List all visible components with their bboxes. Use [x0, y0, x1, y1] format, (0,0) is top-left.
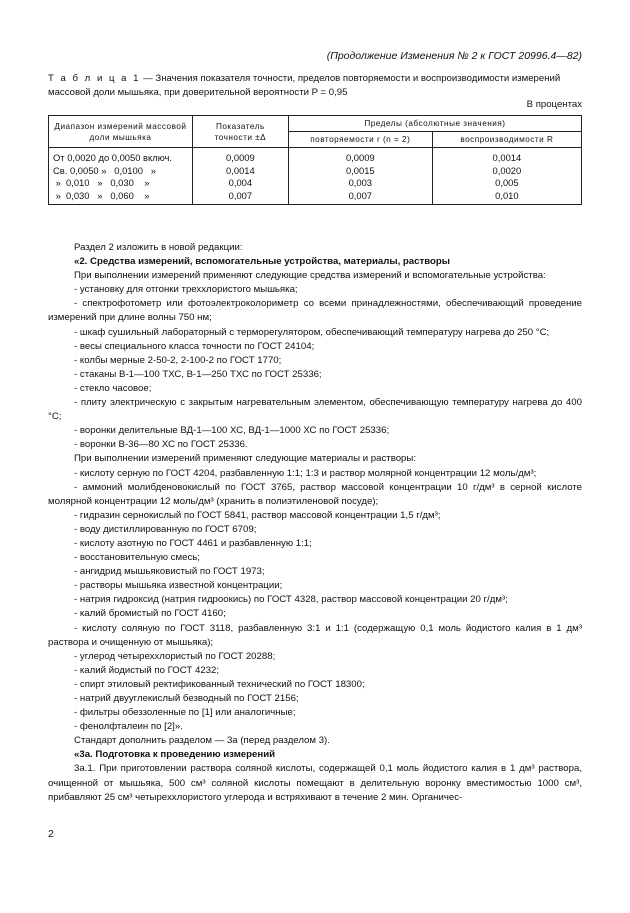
- paragraph: При выполнении измерений применяют следующие материалы и растворы:: [74, 453, 416, 465]
- cell-range: Св. 0,0050 » 0,0100 »: [49, 165, 193, 178]
- paragraph: - восстановительную смесь;: [74, 552, 200, 564]
- table-row: [49, 148, 582, 165]
- paragraph: - установку для отгонки треххлористого мышьяка;: [74, 284, 298, 296]
- table-row: [49, 177, 582, 190]
- paragraph: - фенолфталеин по [2]».: [74, 721, 183, 733]
- cell-range: » 0,030 » 0,060 »: [49, 190, 193, 205]
- cell-repeatability: 0,0015: [288, 165, 432, 178]
- cell-repeatability: 0,003: [288, 177, 432, 190]
- cell-accuracy: 0,007: [192, 190, 288, 205]
- table-row: [49, 165, 582, 178]
- table-caption-label: Т а б л и ц а 1: [48, 73, 141, 84]
- section-heading: «2. Средства измерений, вспомогательные устройства, материалы, растворы: [74, 256, 450, 268]
- paragraph: - стекло часовое;: [74, 382, 152, 394]
- paragraph: - воду дистиллированную по ГОСТ 6709;: [74, 523, 257, 535]
- paragraph: 3а.1. При приготовлении раствора соляной кислоты, содержащей 0,1 моль йодистого калия в 1 дм³ раствора, очищенной от мышьяка, 500 см³ соляной кислоты помещают в делительную воронку вместимостью 1000 см³, прибавляют 25 см³ четыреххлористого углерода и встряхивают в течение 2 мин. Органичес-: [48, 763, 582, 803]
- paragraph: - аммоний молибденовокислый по ГОСТ 3765, раствор массовой концентрации 10 г/дм³ в серной кислоте молярной концентрации 12 моль/дм³ (хранить в полиэтиленовой посуде);: [48, 481, 582, 507]
- paragraph: - калий йодистый по ГОСТ 4232;: [74, 664, 220, 676]
- table-caption-text: — Значения показателя точности, пределов повторяемости и воспроизводимости измерений массовой доли мышьяка, при доверительной вероятности P = 0,95: [48, 73, 561, 98]
- table-units: В процентах: [526, 99, 582, 110]
- paragraph: - калий бромистый по ГОСТ 4160;: [74, 608, 226, 620]
- section-heading: «3а. Подготовка к проведению измерений: [74, 749, 276, 761]
- header-range: Диапазон измерений массовой доли мышьяка: [49, 116, 193, 148]
- header-accuracy: Показатель точности ±Δ: [192, 116, 288, 148]
- cell-reproducibility: 0,010: [432, 190, 581, 205]
- paragraph: - воронки В-36—80 ХС по ГОСТ 25336.: [74, 439, 248, 451]
- cell-accuracy: 0,004: [192, 177, 288, 190]
- paragraph: - плиту электрическую с закрытым нагревательным элементом, обеспечивающую температуру нагрева до 400 °С;: [48, 397, 582, 423]
- cell-accuracy: 0,0014: [192, 165, 288, 178]
- paragraph: - углерод четыреххлористый по ГОСТ 20288;: [74, 650, 276, 662]
- paragraph: - растворы мышьяка известной концентрации;: [74, 580, 283, 592]
- paragraph: - ангидрид мышьяковистый по ГОСТ 1973;: [74, 566, 265, 578]
- cell-reproducibility: 0,0014: [432, 148, 581, 165]
- paragraph: - кислоту соляную по ГОСТ 3118, разбавленную 3:1 и 1:1 (содержащую 0,1 моль йодистого калия в 1 дм³ раствора и очищенную от мышьяка);: [48, 622, 582, 648]
- cell-range: » 0,010 » 0,030 »: [49, 177, 193, 190]
- document-body: [48, 241, 582, 805]
- paragraph: - стаканы В-1—100 ТХС, В-1—250 ТХС по ГОСТ 25336;: [74, 368, 322, 380]
- cell-repeatability: 0,007: [288, 190, 432, 205]
- paragraph: - кислоту серную по ГОСТ 4204, разбавленную 1:1; 1:3 и раствор молярной концентрации 12 моль/дм³;: [74, 467, 537, 479]
- table-body: [49, 148, 582, 205]
- cell-accuracy: 0,0009: [192, 148, 288, 165]
- cell-range: От 0,0020 до 0,0050 включ.: [49, 148, 193, 165]
- paragraph: - спектрофотометр или фотоэлектроколориметр со всеми принадлежностями, обеспечивающий проведение измерений при длине волны 750 нм;: [48, 298, 582, 324]
- paragraph: - натрий двууглекислый безводный по ГОСТ 2156;: [74, 693, 299, 704]
- cell-repeatability: 0,0009: [288, 148, 432, 165]
- paragraph: - колбы мерные 2-50-2, 2-100-2 по ГОСТ 1770;: [74, 354, 282, 366]
- cell-reproducibility: 0,0020: [432, 165, 581, 178]
- paragraph: - фильтры обеззоленные по [1] или аналогичные;: [74, 707, 296, 719]
- accuracy-table: [48, 115, 582, 205]
- cell-reproducibility: 0,005: [432, 177, 581, 190]
- header-limits: Пределы (абсолютные значения): [288, 116, 581, 132]
- paragraph: - гидразин сернокислый по ГОСТ 5841, раствор массовой концентрации 1,5 г/дм³;: [74, 509, 441, 521]
- paragraph: При выполнении измерений применяют следующие средства измерений и вспомогательные устройства:: [74, 270, 546, 282]
- header-reproducibility: воспроизводимости R: [432, 132, 581, 148]
- table-caption: [48, 72, 582, 99]
- paragraph: - натрия гидроксид (натрия гидроокись) по ГОСТ 4328, раствор массовой концентрации 20 г/дм³;: [74, 594, 508, 606]
- paragraph: - воронки делительные ВД-1—100 ХС, ВД-1—1000 ХС по ГОСТ 25336;: [74, 425, 390, 437]
- paragraph: - весы специального класса точности по ГОСТ 24104;: [74, 340, 315, 352]
- paragraph: - шкаф сушильный лабораторный с терморегулятором, обеспечивающий температуру нагрева до 250 °С;: [74, 326, 550, 338]
- paragraph: - кислоту азотную по ГОСТ 4461 и разбавленную 1:1;: [74, 537, 312, 549]
- paragraph: - спирт этиловый ректификованный технический по ГОСТ 18300;: [74, 678, 365, 690]
- page-header: (Продолжение Изменения № 2 к ГОСТ 20996.4—82): [326, 50, 582, 62]
- paragraph: Стандарт дополнить разделом — 3а (перед разделом 3).: [74, 735, 330, 747]
- page-number: 2: [48, 828, 54, 840]
- table-row: [49, 190, 582, 205]
- paragraph: Раздел 2 изложить в новой редакции:: [74, 242, 243, 253]
- header-repeatability: повторяемости r (n = 2): [288, 132, 432, 148]
